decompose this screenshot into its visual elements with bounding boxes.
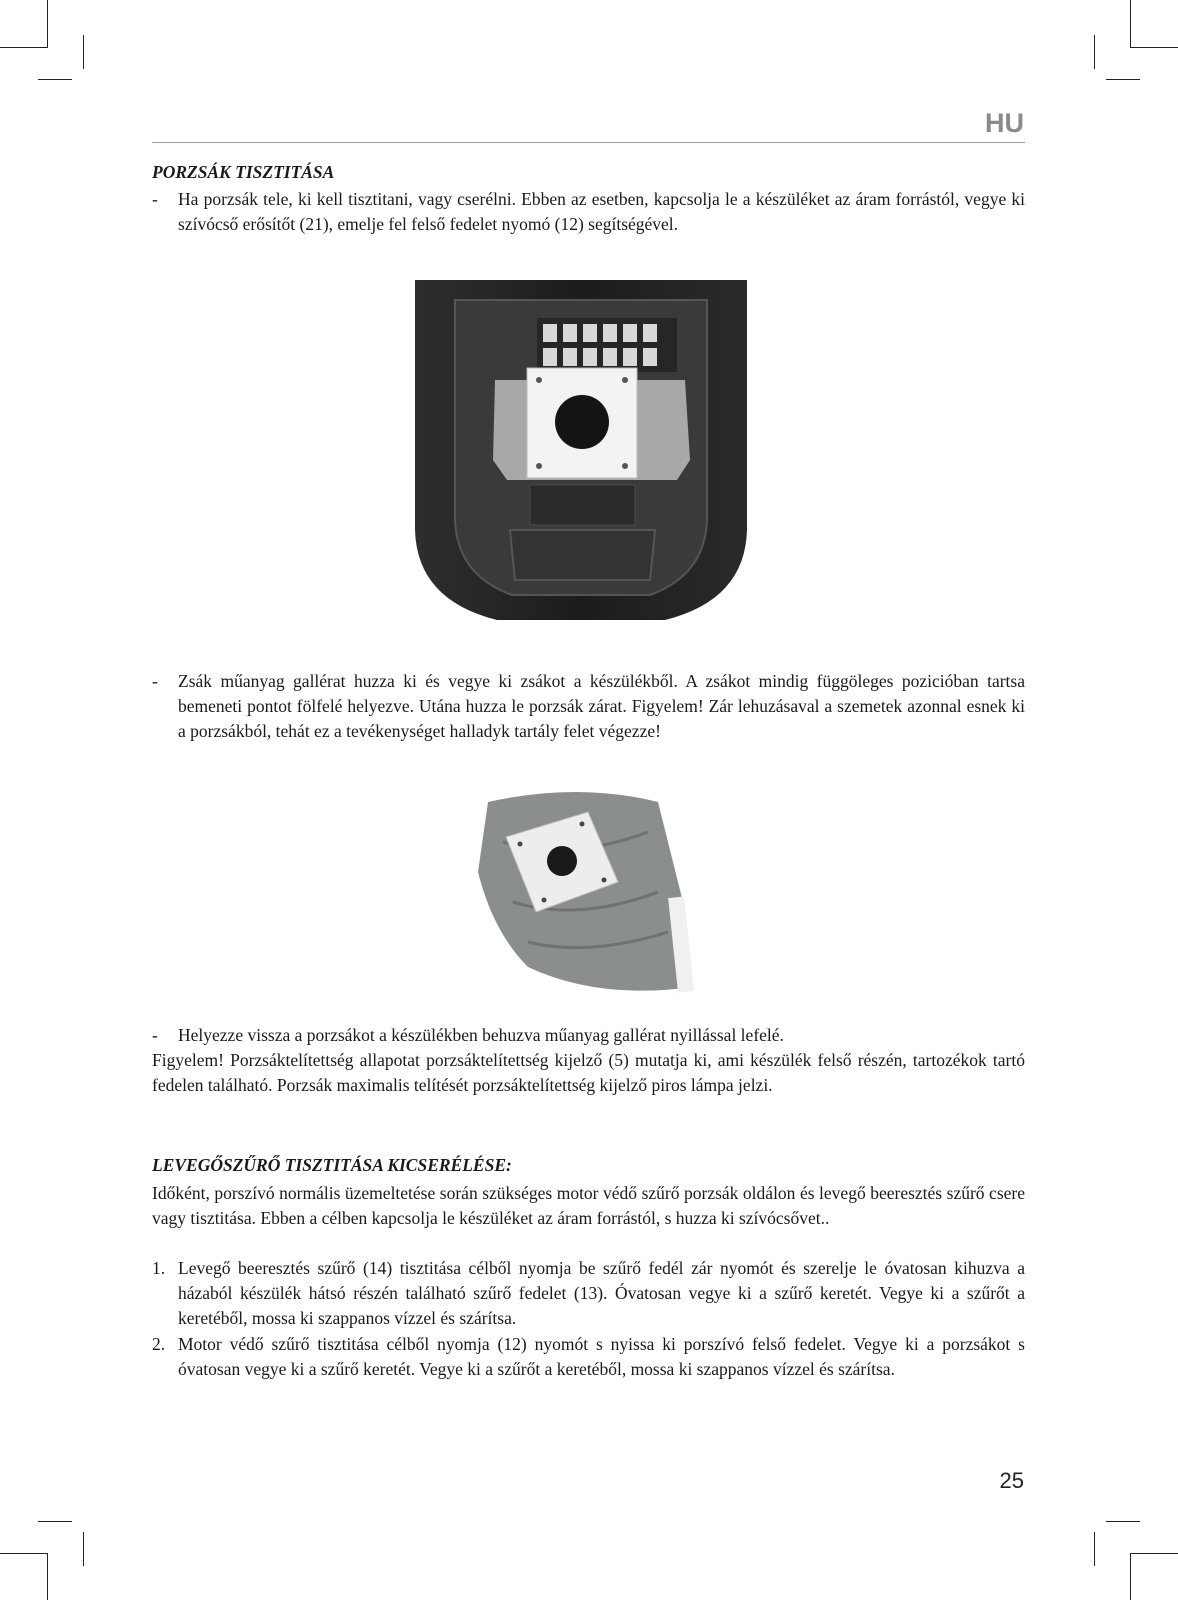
bullet-marker: -: [152, 189, 158, 209]
instruction-item: [152, 1023, 1025, 1048]
step-number: 1.: [152, 1258, 166, 1278]
dust-bag-illustration: [458, 782, 700, 1000]
section-heading-air-filter: LEVEGŐSZŰRŐ TISZTITÁSA KICSERÉLÉSE:: [152, 1155, 512, 1175]
bullet-marker: -: [152, 671, 158, 691]
front-handle: [510, 530, 655, 580]
page-number: 25: [999, 1468, 1024, 1493]
instruction-item: [152, 187, 1025, 237]
numbered-step: [152, 1256, 1025, 1331]
crop-mark: [1130, 1553, 1131, 1600]
numbered-step: [152, 1332, 1025, 1382]
crop-mark: [1106, 79, 1140, 80]
crop-mark: [1094, 1532, 1095, 1566]
crop-mark: [1130, 0, 1131, 48]
crop-mark: [1094, 35, 1095, 69]
instruction-text: Helyezze vissza a porzsákot a készülékben behuzva műanyag gallérat nyillással lefelé.: [178, 1025, 784, 1045]
instruction-text: Zsák műanyag gallérat huzza ki és vegye ki zsákot a készülékből. A zsákot mindig függöleges pozicióban tartsa bemeneti pontot fölfelé helyezve. Utána huzza le porzsák zárat. Figyelem! Zár lehuzásaval a szemetek azonnal esnek ki a porzsákból, tehát ez a tevékenységet halladyk tartály felet végezze!: [178, 671, 1025, 741]
vacuum-open-illustration: [415, 280, 747, 625]
bag-opening: [555, 395, 609, 449]
step-number: 2.: [152, 1334, 166, 1354]
step-text: Motor védő szűrő tisztitása célből nyomja (12) nyomót s nyissa ki porszívó felső fedelet. Vegye ki a porzsákot s óvatosan vegye ki a szűrő keretét. Vegye ki a szűrőt a keretéből, mossa ki szappanos vízzel és szárítsa.: [178, 1334, 1025, 1379]
front-hinge: [530, 485, 635, 525]
bag-opening: [547, 846, 577, 876]
bullet-marker: -: [152, 1025, 158, 1045]
crop-mark: [1106, 1521, 1140, 1522]
crop-mark: [0, 1553, 48, 1554]
warning-note: Figyelem! Porzsáktelítettség allapotat porzsáktelítettség kijelző (5) mutatja ki, ami készülék felső részén, tartozékok tartó fedelen található. Porzsák maximalis telítését porzsáktelítettség kijelző piros lámpa jelzi.: [152, 1050, 1025, 1095]
crop-mark: [83, 35, 84, 69]
crop-mark: [1130, 1553, 1178, 1554]
crop-mark: [38, 79, 72, 80]
instruction-item: [152, 669, 1025, 744]
crop-mark: [1130, 47, 1178, 48]
language-tag: HU: [985, 108, 1024, 138]
crop-mark: [38, 1521, 72, 1522]
crop-mark: [0, 47, 48, 48]
step-text: Levegő beeresztés szűrő (14) tisztitása célből nyomja be szűrő fedél zár nyomót és szerelje le óvatosan kihuzva a házaból készülék hátsó részén található szűrő fedelet (13). Óvatosan vegye ki a szűrő keretét. Vegye ki a szűrőt a keretéből, mossa ki szappanos vízzel és szárítsa.: [178, 1258, 1025, 1328]
instruction-text: Ha porzsák tele, ki kell tisztitani, vagy cserélni. Ebben az esetben, kapcsolja le a készüléket az áram forrástól, vegye ki szívócső erősítőt (21), emelje fel felső fedelet nyomó (12) segítségével.: [178, 189, 1025, 234]
header-rule: [152, 142, 1025, 143]
crop-mark: [47, 1553, 48, 1600]
crop-mark: [47, 0, 48, 48]
section-heading-dust-bag: PORZSÁK TISZTITÁSA: [152, 162, 335, 182]
crop-mark: [83, 1532, 84, 1566]
section-intro: Időként, porszívó normális üzemeltetése során szükséges motor védő szűrő porzsák oldálon és levegő beeresztés szűrő csere vagy tisztitása. Ebben a célben kapcsolja le készüléket az áram forrástól, s huzza ki szívócsővet..: [152, 1183, 1025, 1228]
